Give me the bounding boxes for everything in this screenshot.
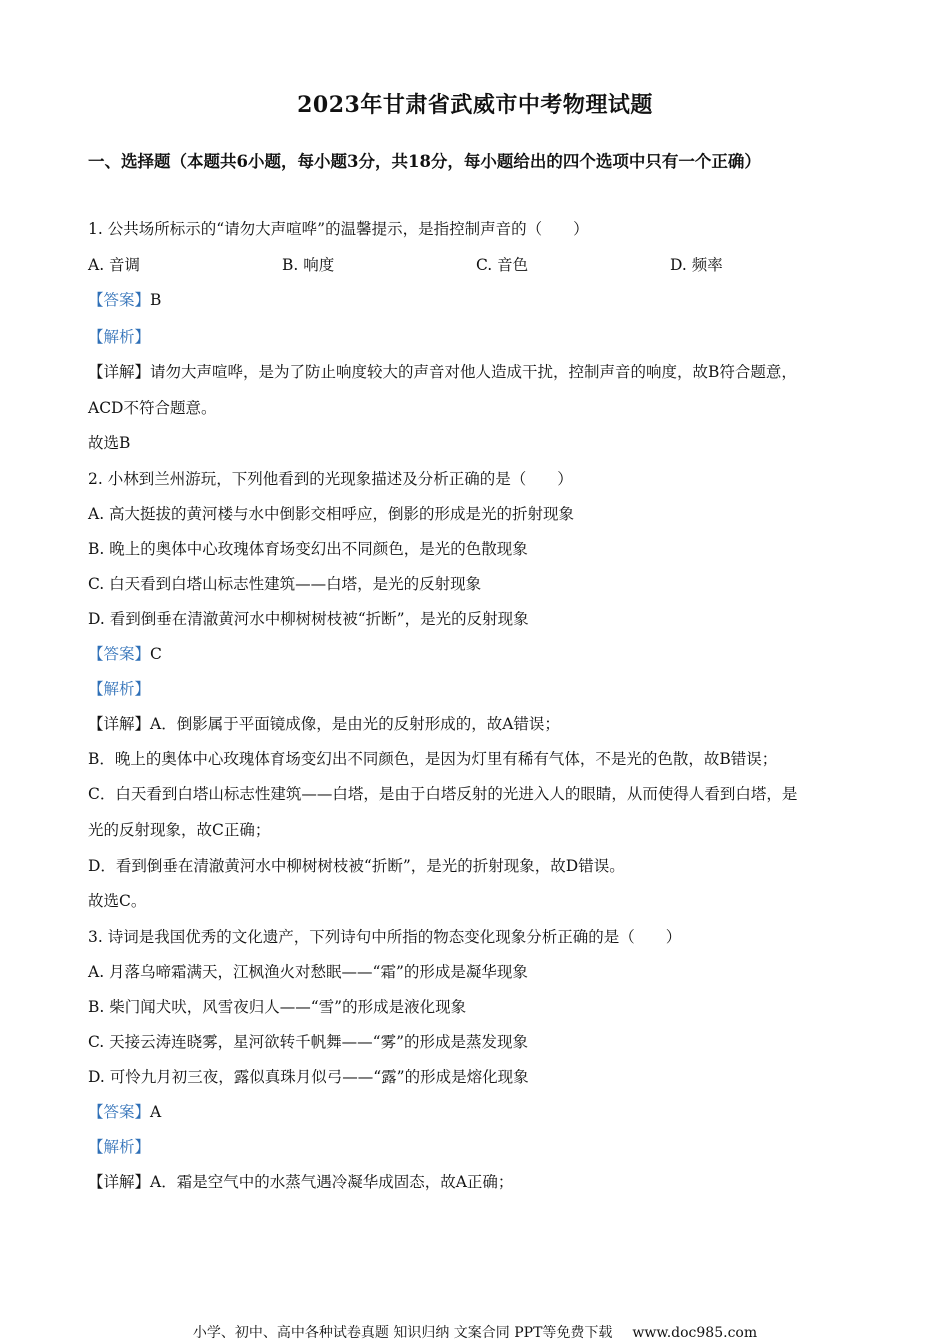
footer-text: 小学、初中、高中各种试卷真题 知识归纳 文案合同 PPT等免费下载 [192, 1325, 613, 1341]
q1-conclusion: 故选B [88, 434, 131, 452]
q3-detail-line-1 [88, 1171, 513, 1193]
q2-answer-value: C [150, 645, 162, 663]
q2-detail-text: A．倒影属于平面镜成像，是由光的反射形成的，故A错误； [150, 715, 560, 733]
q2-stem: 2. 小林到兰州游玩，下列他看到的光现象描述及分析正确的是（ ） [88, 470, 573, 488]
q2-option-a: A. 高大挺拔的黄河楼与水中倒影交相呼应，倒影的形成是光的折射现象 [88, 505, 575, 523]
q2-detail-line-3: C．白天看到白塔山标志性建筑——白塔，是由于白塔反射的光进入人的眼睛，从而使得人看到白塔，是 [88, 785, 798, 803]
q1-option-a: A. 音调 [88, 256, 141, 274]
q3-option-d: D. 可怜九月初三夜，露似真珠月似弓——“露”的形成是熔化现象 [88, 1068, 529, 1086]
answer-tag: 【答案】 [88, 1103, 151, 1121]
q1-stem: 1. 公共场所标示的“请勿大声喧哗”的温馨提示，是指控制声音的（ ） [88, 220, 589, 238]
page-title: 2023年甘肃省武威市中考物理试题 [297, 92, 653, 118]
q1-analysis [88, 326, 150, 348]
q2-detail-line-5: D．看到倒垂在清澈黄河水中柳树树枝被“折断”，是光的折射现象，故D错误。 [88, 857, 625, 875]
q3-option-a: A. 月落乌啼霜满天，江枫渔火对愁眠——“霜”的形成是凝华现象 [88, 963, 528, 981]
footer-url[interactable]: www.doc985.com [632, 1325, 758, 1341]
q2-option-b: B. 晚上的奥体中心玫瑰体育场变幻出不同颜色，是光的色散现象 [88, 540, 528, 558]
q3-option-b: B. 柴门闻犬吠，风雪夜归人——“雪”的形成是液化现象 [88, 998, 467, 1016]
analysis-tag: 【解析】 [88, 680, 151, 698]
detail-tag: 【详解】 [88, 1173, 151, 1191]
q1-option-d: D. 频率 [670, 256, 723, 274]
q2-detail-line-1 [88, 713, 560, 735]
q2-conclusion: 故选C。 [88, 892, 147, 910]
q1-detail-text: 请勿大声喧哗，是为了防止响度较大的声音对他人造成干扰，控制声音的响度，故B符合题意， [150, 363, 797, 381]
q1-answer-value: B [150, 291, 162, 309]
analysis-tag: 【解析】 [88, 328, 151, 346]
answer-tag: 【答案】 [88, 645, 151, 663]
q1-detail-line-2: ACD不符合题意。 [88, 399, 217, 417]
q1-detail-line-1 [88, 361, 797, 383]
q3-stem: 3. 诗词是我国优秀的文化遗产，下列诗句中所指的物态变化现象分析正确的是（ ） [88, 928, 682, 946]
answer-tag: 【答案】 [88, 291, 151, 309]
q2-answer [88, 643, 162, 665]
page-footer [0, 1322, 950, 1342]
q3-answer [88, 1101, 161, 1123]
detail-tag: 【详解】 [88, 715, 151, 733]
q3-detail-text: A．霜是空气中的水蒸气遇冷凝华成固态，故A正确； [150, 1173, 514, 1191]
q2-option-c: C. 白天看到白塔山标志性建筑——白塔，是光的反射现象 [88, 575, 482, 593]
analysis-tag: 【解析】 [88, 1138, 151, 1156]
q2-detail-line-2: B．晚上的奥体中心玫瑰体育场变幻出不同颜色，是因为灯里有稀有气体，不是光的色散，故B错误； [88, 750, 778, 768]
q2-detail-line-4: 光的反射现象，故C正确； [88, 821, 271, 839]
q3-answer-value: A [150, 1103, 162, 1121]
q2-analysis [88, 678, 150, 700]
q3-analysis [88, 1136, 150, 1158]
q1-answer [88, 289, 161, 311]
q1-option-c: C. 音色 [476, 256, 529, 274]
q2-option-d: D. 看到倒垂在清澈黄河水中柳树树枝被“折断”，是光的反射现象 [88, 610, 529, 628]
q3-option-c: C. 天接云涛连晓雾，星河欲转千帆舞——“雾”的形成是蒸发现象 [88, 1033, 529, 1051]
q1-option-b: B. 响度 [282, 256, 335, 274]
detail-tag: 【详解】 [88, 363, 151, 381]
section-heading: 一、选择题（本题共6小题，每小题3分，共18分，每小题给出的四个选项中只有一个正确） [88, 152, 761, 171]
